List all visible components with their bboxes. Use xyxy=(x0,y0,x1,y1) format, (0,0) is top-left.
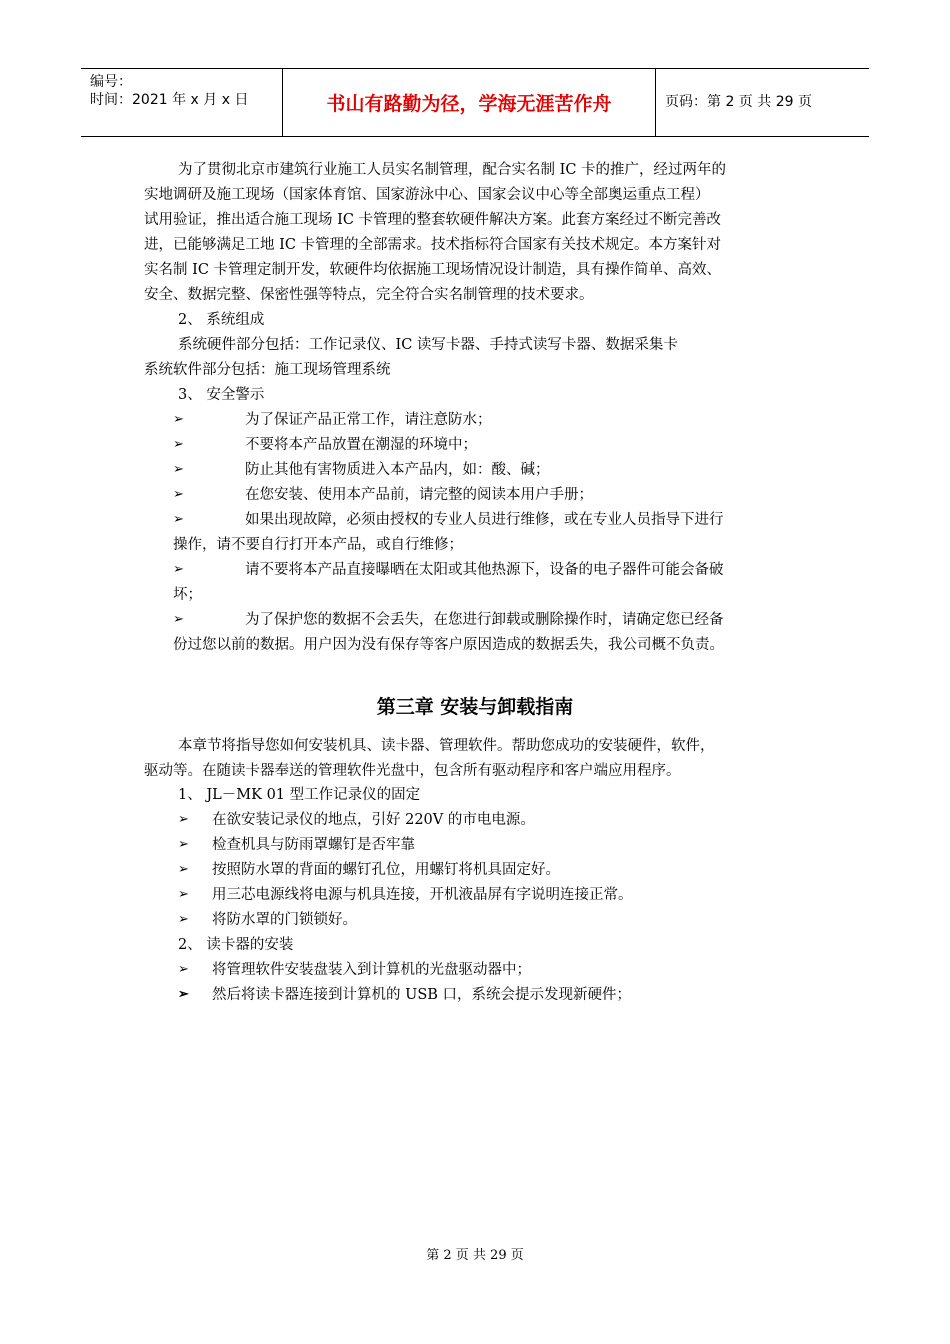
header-motto-cell xyxy=(283,69,656,136)
page-footer: 第 2 页 共 29 页 xyxy=(426,1248,524,1263)
bullet-arrow-icon: ➢ xyxy=(178,962,189,977)
section-heading: 2、 系统组成 xyxy=(178,312,265,328)
list-item-text: 请不要将本产品直接曝晒在太阳或其他热源下，设备的电子器件可能会备破 xyxy=(245,562,724,578)
paragraph-line: 安全、数据完整、保密性强等特点，完全符合实名制管理的技术要求。 xyxy=(144,287,594,303)
subsection-heading: 1、 JL－MK 01 型工作记录仪的固定 xyxy=(178,787,421,803)
bullet-arrow-icon: ➢ xyxy=(173,487,184,502)
hardware-line: 系统硬件部分包括：工作记录仪、IC 读写卡器、手持式读写卡器、数据采集卡 xyxy=(178,337,678,353)
list-item-text-continued: 份过您以前的数据。用户因为没有保存等客户原因造成的数据丢失，我公司概不负责。 xyxy=(173,637,724,653)
paragraph-line: 为了贯彻北京市建筑行业施工人员实名制管理，配合实名制 IC 卡的推广，经过两年的 xyxy=(178,162,727,178)
header-meta-cell xyxy=(81,69,283,136)
bullet-arrow-icon: ➢ xyxy=(173,412,184,427)
list-item-text: 为了保证产品正常工作，请注意防水； xyxy=(245,412,492,428)
chapter-intro-line: 本章节将指导您如何安装机具、读卡器、管理软件。帮助您成功的安装硬件，软件， xyxy=(178,738,715,754)
section-heading: 3、 安全警示 xyxy=(178,387,265,403)
list-item-text: 将管理软件安装盘装入到计算机的光盘驱动器中； xyxy=(212,962,531,978)
bullet-arrow-icon: ➢ xyxy=(173,562,184,577)
bullet-arrow-icon: ➢ xyxy=(173,512,184,527)
list-item-text: 不要将本产品放置在潮湿的环境中； xyxy=(245,437,477,453)
bullet-arrow-icon: ➢ xyxy=(178,912,189,927)
software-line: 系统软件部分包括：施工现场管理系统 xyxy=(144,362,391,378)
list-item-text: 然后将读卡器连接到计算机的 USB 口，系统会提示发现新硬件； xyxy=(212,987,632,1003)
paragraph-line: 实地调研及施工现场（国家体育馆、国家游泳中心、国家会议中心等全部奥运重点工程） xyxy=(144,187,710,203)
list-item-text: 为了保护您的数据不会丢失，在您进行卸载或删除操作时，请确定您已经备 xyxy=(245,612,724,628)
bullet-arrow-icon: ➢ xyxy=(178,887,189,902)
header-motto: 书山有路勤为径，学海无涯苦作舟 xyxy=(326,93,612,115)
header-page-cell xyxy=(656,69,869,136)
document-header xyxy=(81,68,869,137)
list-item-text: 按照防水罩的背面的螺钉孔位，用螺钉将机具固定好。 xyxy=(212,862,560,878)
time-label: 时间：2021 年 x 月 x 日 xyxy=(90,92,249,108)
list-item-text: 在欲安装记录仪的地点，引好 220V 的市电电源。 xyxy=(212,812,535,828)
list-item-text-continued: 坏； xyxy=(173,587,202,603)
list-item-text: 防止其他有害物质进入本产品内，如：酸、碱； xyxy=(245,462,550,478)
paragraph-line: 进，已能够满足工地 IC 卡管理的全部需求。技术指标符合国家有关技术规定。本方案针对 xyxy=(144,237,722,253)
bullet-arrow-icon: ➢ xyxy=(178,812,189,827)
bullet-arrow-icon: ➢ xyxy=(173,437,184,452)
list-item-text: 用三芯电源线将电源与机具连接，开机液晶屏有字说明连接正常。 xyxy=(212,887,633,903)
serial-label: 编号： xyxy=(90,74,132,90)
bullet-arrow-icon: ➢ xyxy=(173,612,184,627)
paragraph-line: 实名制 IC 卡管理定制开发，软硬件均依据施工现场情况设计制造，具有操作简单、高效、 xyxy=(144,262,722,278)
chapter-title: 第三章 安装与卸载指南 xyxy=(376,696,574,718)
list-item-text: 如果出现故障，必须由授权的专业人员进行维修，或在专业人员指导下进行 xyxy=(245,512,724,528)
subsection-heading: 2、 读卡器的安装 xyxy=(178,937,294,953)
paragraph-line: 试用验证，推出适合施工现场 IC 卡管理的整套软硬件解决方案。此套方案经过不断完善改 xyxy=(144,212,722,228)
list-item-text: 检查机具与防雨罩螺钉是否牢靠 xyxy=(212,837,415,853)
bullet-arrow-icon: ➢ xyxy=(173,462,184,477)
chapter-intro-line: 驱动等。在随读卡器奉送的管理软件光盘中，包含所有驱动程序和客户端应用程序。 xyxy=(144,763,681,779)
list-item-text-continued: 操作，请不要自行打开本产品，或自行维修； xyxy=(173,537,463,553)
list-item-text: 在您安装、使用本产品前，请完整的阅读本用户手册； xyxy=(245,487,593,503)
bullet-arrow-icon: ➢ xyxy=(178,837,189,852)
bullet-arrow-icon: ➢ xyxy=(178,862,189,877)
header-page-code: 页码：第 2 页 共 29 页 xyxy=(665,94,812,110)
bullet-arrow-icon: ➢ xyxy=(178,987,189,1002)
list-item-text: 将防水罩的门锁锁好。 xyxy=(212,912,357,928)
